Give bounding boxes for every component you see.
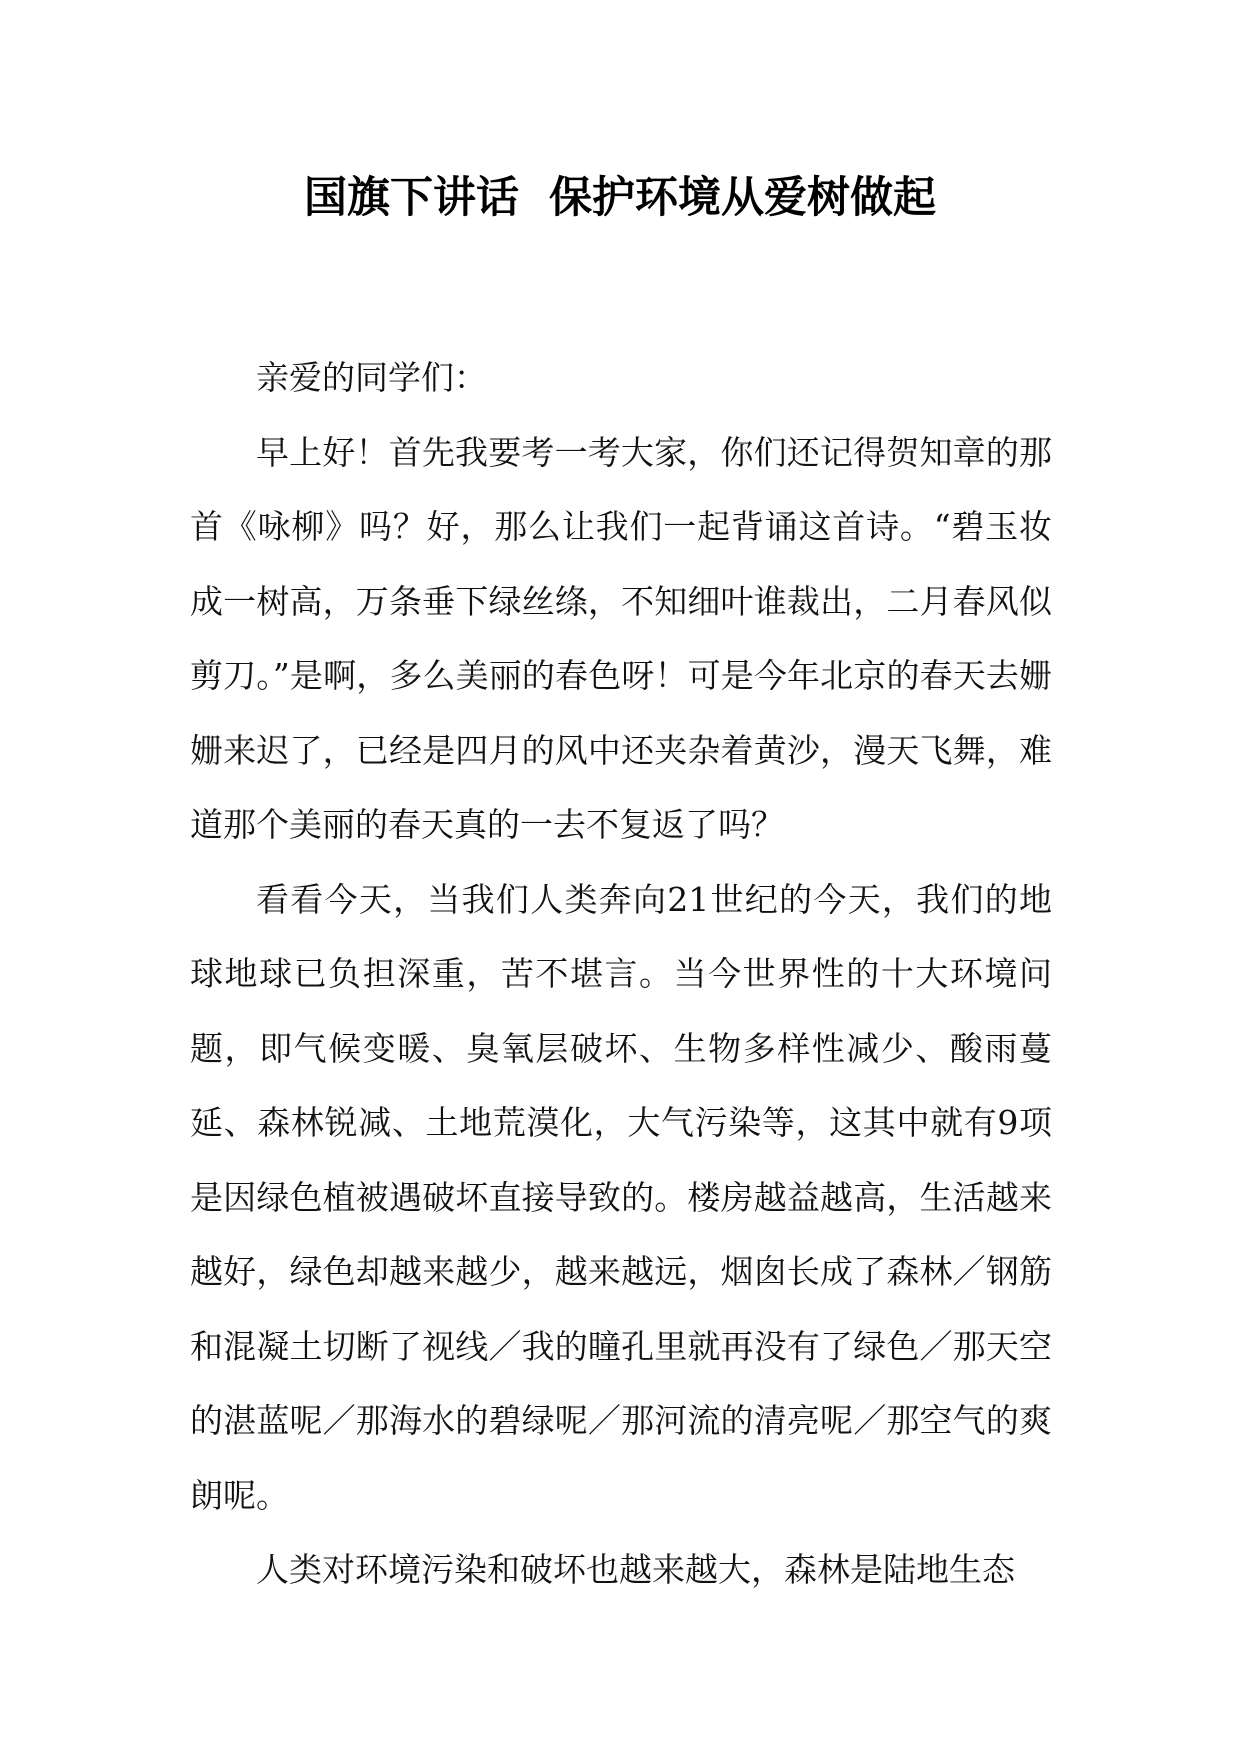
document-title: 国旗下讲话 保护环境从爱树做起 (304, 173, 936, 223)
document-body (190, 341, 1052, 1608)
paragraph: 看看今天，当我们人类奔向21世纪的今天，我们的地球地球已负担深重，苦不堪言。当今世界性的十大环境问题，即气候变暖、臭氧层破坏、生物多样性减少、酸雨蔓延、森林锐减、土地荒漠化，大气污染等，这其中就有9项是因绿色植被遇破坏直接导致的。楼房越益越高，生活越来越好，绿色却越来越少，越来越远，烟囱长成了森林／钢筋和混凝土切断了视线／我的瞳孔里就再没有了绿色／那天空的湛蓝呢／那海水的碧绿呢／那河流的清亮呢／那空气的爽朗呢。 (190, 879, 1052, 1515)
paragraph-salutation: 亲爱的同学们： (256, 358, 487, 397)
paragraph: 早上好！首先我要考一考大家，你们还记得贺知章的那首《咏柳》吗？好，那么让我们一起背诵这首诗。“碧玉妆成一树高，万条垂下绿丝绦，不知细叶谁裁出，二月春风似剪刀。”是啊，多么美丽的春色呀！可是今年北京的春天去姗姗来迟了，已经是四月的风中还夹杂着黄沙，漫天飞舞，难道那个美丽的春天真的一去不复返了吗？ (190, 432, 1052, 844)
paragraph: 人类对环境污染和破坏也越来越大，森林是陆地生态 (256, 1550, 1015, 1589)
